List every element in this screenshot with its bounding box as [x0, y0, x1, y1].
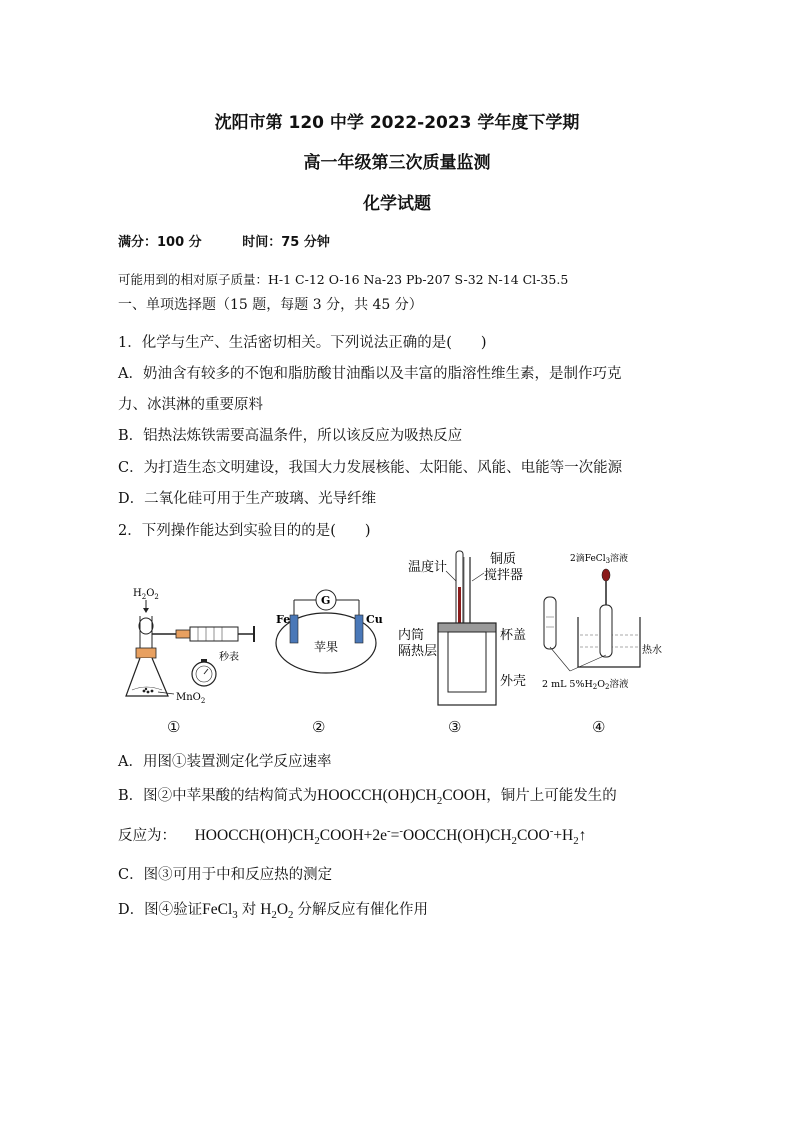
q1-option-b: B．铝热法炼铁需要高温条件，所以该反应为吸热反应	[118, 428, 463, 444]
figure-2-apple-cell	[274, 585, 384, 695]
figure-4-number: ④	[592, 718, 606, 736]
figure-1-number: ①	[167, 718, 181, 736]
h2o2-formula: $H_2O_2$	[260, 901, 294, 922]
q1-option-d: D．二氧化硅可用于生产玻璃、光导纤维	[118, 491, 377, 507]
hot-water-label: 热水	[642, 645, 662, 656]
q2-option-d: D．图④验证FeCl$_3$ 对 $H_2O_2$ 分解反应有催化作用	[118, 901, 428, 922]
stirrer-label-1: 铜质	[490, 552, 517, 567]
h2o2-label: $H_2O_2$	[133, 588, 159, 601]
grade-title: 高一年级第三次质量监测	[303, 153, 491, 173]
q1-option-a-cont: 力、冰淇淋的重要原料	[118, 397, 263, 413]
insulation-label: 隔热层	[398, 644, 438, 659]
malic-acid-formula: $HOOCCH(OH)CH_2COOH$	[317, 787, 487, 808]
figure-3-calorimeter	[398, 547, 538, 712]
q2-stem: 2．下列操作能达到实验目的的是( )	[118, 523, 371, 539]
subject-title: 化学试题	[363, 194, 431, 214]
thermometer-label: 温度计	[408, 560, 448, 575]
apple-label: 苹果	[314, 640, 339, 654]
exam-time: 时间：75 分钟	[242, 235, 330, 250]
exam-meta	[118, 231, 330, 250]
q2-option-b: B．图②中苹果酸的结构简式为$HOOCCH(OH)CH_2COOH$，铜片上可能发生的	[118, 787, 617, 808]
figure-4-catalysis	[540, 547, 680, 697]
fe-label: Fe	[276, 613, 291, 626]
q1-stem: 1．化学与生产、生活密切相关。下列说法正确的是( )	[118, 335, 487, 351]
copper-reaction-equation: $HOOCCH(OH)CH_2COOH+2e^-=^-OOCCH(OH)CH_2COO^-+H_2↑$	[194, 824, 587, 848]
mno2-label: MnO$_2$	[176, 692, 206, 705]
figure-1-rate-apparatus	[118, 578, 268, 708]
q2-option-b-reaction: 反应为： $HOOCCH(OH)CH_2COOH+2e^-=^-OOCCH(OH)CH_2COO^-+H_2↑$	[118, 824, 587, 848]
fecl3-drops-label: 2滴FeCl$_3$溶液	[570, 554, 629, 565]
figure-2-number: ②	[312, 718, 326, 736]
lid-label: 杯盖	[500, 628, 527, 643]
cu-label: Cu	[366, 613, 383, 626]
fecl3-formula: FeCl$_3$	[202, 901, 238, 922]
q1-option-c: C．为打造生态文明建设，我国大力发展核能、太阳能、风能、电能等一次能源	[118, 460, 623, 476]
inner-cup-label: 内筒	[398, 628, 425, 643]
full-score: 满分：100 分	[118, 235, 202, 250]
school-title: 沈阳市第 120 中学 2022-2023 学年度下学期	[214, 113, 580, 133]
stopwatch-label: 秒表	[219, 652, 239, 663]
atomic-masses: 可能用到的相对原子质量：H-1 C-12 O-16 Na-23 Pb-207 S-32 N-14 Cl-35.5	[118, 272, 569, 287]
galvanometer-label: G	[321, 594, 331, 607]
q2-option-a: A．用图①装置测定化学反应速率	[118, 754, 332, 770]
stirrer-label-2: 搅拌器	[484, 568, 524, 583]
shell-label: 外壳	[500, 674, 527, 689]
q2-option-c: C．图③可用于中和反应热的测定	[118, 867, 333, 883]
figure-3-number: ③	[448, 718, 462, 736]
q1-option-a: A．奶油含有较多的不饱和脂肪酸甘油酯以及丰富的脂溶性维生素，是制作巧克	[118, 366, 622, 382]
h2o2-solution-label: 2 mL $5\%H_2O_2$溶液	[542, 679, 629, 691]
section-heading: 一、单项选择题（15 题，每题 3 分，共 45 分）	[118, 297, 423, 313]
